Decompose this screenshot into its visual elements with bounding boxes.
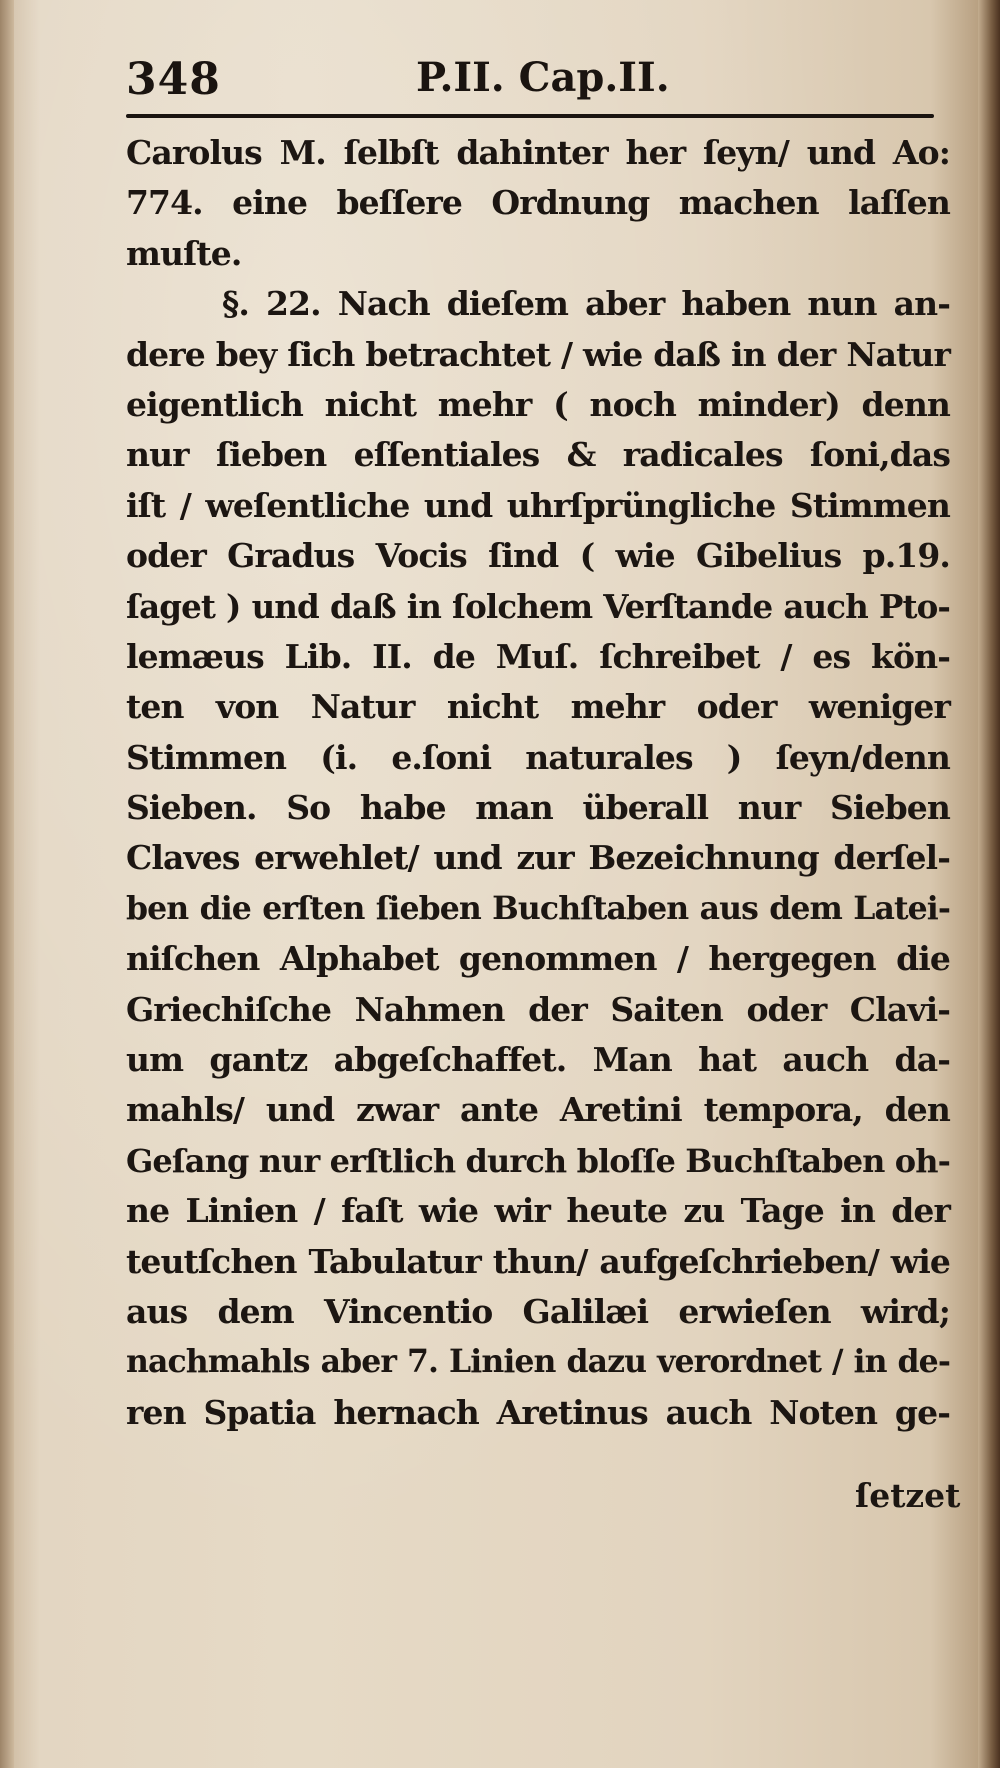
text-line: lemæus Lib. II. de Muſ. ſchreibet / es kön- [126, 636, 950, 676]
text-line: Geſang nur erſtlich durch bloſſe Buchſtaben oh- [126, 1141, 950, 1180]
text-line: ben die erſten ſieben Buchſtaben aus dem Latei- [126, 889, 950, 927]
page-edge-right [978, 0, 1000, 1768]
text-line: um gantz abgeſchaffet. Man hat auch da- [126, 1040, 950, 1080]
text-line: nachmahls aber 7. Linien dazu verordnet / in de- [126, 1343, 950, 1381]
catchword: ſetzet [855, 1476, 961, 1515]
text-line: 774. eine beſſere Ordnung machen laſſen [126, 183, 950, 223]
text-line: dere bey ſich betrachtet / wie daß in der Natur [126, 334, 950, 374]
text-line: ſaget ) und daß in ſolchem Verſtande auch Pto- [126, 586, 950, 626]
text-line: §. 22. Nach dieſem aber haben nun an- [222, 284, 950, 324]
text-line: iſt / weſentliche und uhrſprüngliche Stimmen [126, 485, 950, 525]
body-text [126, 128, 950, 1438]
text-line: Claves erwehlet/ und zur Bezeichnung derſel- [126, 838, 950, 878]
text-line: Carolus M. ſelbſt dahinter her ſeyn/ und Ao: [126, 133, 950, 172]
text-line: muſte. [126, 233, 242, 273]
text-line: Griechiſche Nahmen der Saiten oder Clavi- [126, 989, 950, 1029]
page-edge-left [0, 0, 14, 1768]
running-head: P.II. Cap.II. [416, 54, 670, 101]
text-line: nur ſieben eſſentiales & radicales ſoni,das [126, 435, 950, 475]
page-number: 348 [126, 54, 221, 105]
text-line: ten von Natur nicht mehr oder weniger [126, 687, 950, 727]
text-line: niſchen Alphabet genommen / hergegen die [126, 939, 950, 979]
page-header [126, 48, 926, 108]
header-rule [126, 114, 934, 118]
text-line: mahls/ und zwar ante Aretini tempora, den [126, 1090, 950, 1130]
text-line: Stimmen (i. e.ſoni naturales ) ſeyn/denn [126, 737, 950, 777]
text-line: ne Linien / faſt wie wir heute zu Tage in der [126, 1191, 950, 1231]
text-line: aus dem Vincentio Galilæi erwieſen wird; [126, 1291, 950, 1331]
text-line: eigentlich nicht mehr ( noch minder) denn [126, 384, 950, 424]
text-line: Sieben. So habe man überall nur Sieben [126, 788, 950, 828]
text-line: oder Gradus Vocis ſind ( wie Gibelius p.19. [126, 536, 950, 576]
text-line: teutſchen Tabulatur thun/ aufgeſchrieben/ wie [126, 1241, 950, 1281]
text-line: ren Spatia hernach Aretinus auch Noten ge- [126, 1392, 950, 1432]
